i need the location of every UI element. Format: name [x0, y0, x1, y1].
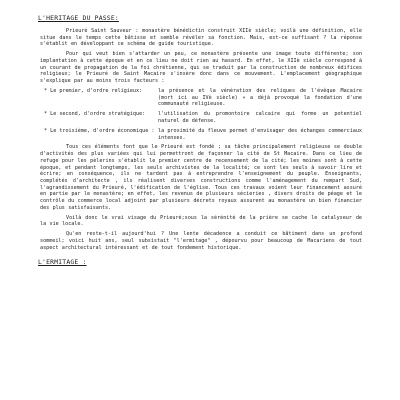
factor-label: * Le second, d'ordre stratégique: [44, 111, 146, 118]
factor-strategic [40, 111, 362, 124]
body-paragraph: Voilà donc le vrai visage du Prieuré;sous la sérénité de la prière se cache le catalyseur de la vie locale. [40, 214, 362, 228]
factor-text: l'utilisation du promontoire calcaire qui forme un potentiel naturel de défense. [158, 111, 362, 124]
section-heading-ermitage: L'ERMITAGE : [38, 258, 87, 267]
factor-text: la proximité du fleuve permet d'envisager des échanges commerciaux intenses. [158, 127, 362, 141]
body-paragraph: Tous ces éléments font que le Prieuré est fondé ; sa tâche principalement religieuse se double d'activités des plus variées qui lui permettront de façonner la cité de St Macaire. Dans ce lieu de refuge pour les pèlerins s'établit le premier centre de recensement de la cité; les moines sont à cette époque, et pendant longtemps, les seuls archivistes de la localité; ce sont les seuls à savoir lire et écrire; en conséquence, ils ne tardent pas à entreprendre l'enseignement du peuple. Enseignants, complétés d'architecte , ils réalisent diverses constructions comme l'aménagement du rempart Sud, l'agrandissement du Prieuré, l'édification de l'église. Tous ces travaux voient leur financement assuré en partie par le monastère; en effet, les revenus de plusieurs sécieries , divers droits de péage et le contrôle du commerce local adjoint par plusieurs décrets royaux assurent au monastère un bien financier des plus satisfaisants. [40, 144, 362, 211]
intro-paragraph: Prieuré Saint Sauveur : monastère bénédictin construit XIIè siècle; voilà une définition, elle situe dans le temps cette bâtisse et semble révéler sa fonction. Mais, est-ce suffisant ? la réponse s'établit en développant ce schéma de guide touristique. [40, 28, 362, 48]
factor-label: * Le troisième, d'ordre économique : [44, 127, 155, 134]
body-paragraph: Qu'en reste-t-il aujourd'hui ? Une lente décadence a conduit ce bâtiment dans un profond sommeil; voici huit ans, seul subsistait "l'ermitage" , dépourvu pour beaucoup de Macariens de tout aspect architectural intéressant et de tout fondement historique. [40, 231, 362, 251]
factor-religious [40, 88, 362, 108]
factor-text: la présence et la vénération des reliques de l'évêque Macaire (mort ici au IVè siècle) » a déjà provoqué la fondation d'une communauté religieuse. [158, 88, 362, 108]
intro-paragraph: Pour qui veut bien s'attarder un peu, ce monastère présente une image toute différente; son implantation à cette époque et en ce lieu ne doit rien au hasard. En effet, le XIIè siècle correspond à un courant de propagation de la foi chrétienne, qui se traduit par la construction de nombreux édifices religieux; le Prieuré de Saint Macaire s'insère donc dans ce mouvement. L'emplacement géographique s'explique par au moins trois facteurs : [40, 51, 362, 85]
factor-label: * Le premier, d'ordre religieux: [44, 88, 143, 94]
section-heading-heritage: L'HERITAGE DU PASSE: [38, 14, 119, 22]
factor-economic [40, 128, 362, 141]
